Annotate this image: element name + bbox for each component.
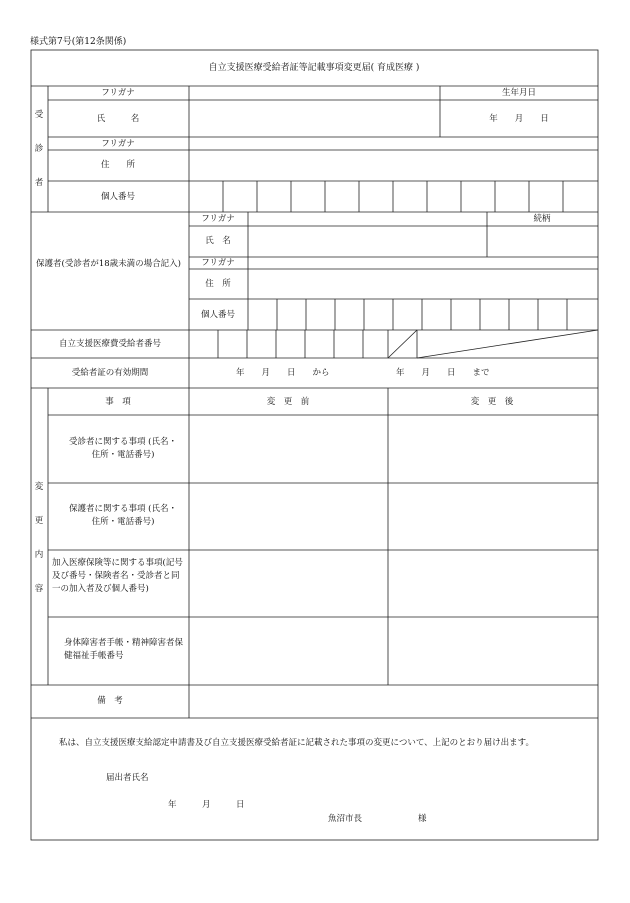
change-row-handbook: 身体障害者手帳・精神障害者保健福祉手帳番号 (64, 638, 184, 661)
validity-label: 受給者証の有効期間 (71, 368, 149, 378)
guardian-personal-number-label: 個人番号 (200, 310, 236, 320)
changes-header-before: 変 更 前 (266, 397, 310, 407)
change-row-guardian: 保護者に関する事項 (氏名・住所・電話番号) (68, 504, 178, 527)
guardian-personal-number-field[interactable] (249, 300, 597, 329)
form-title: 自立支援医療受給者証等記載事項変更届( 育成医療 ) (208, 63, 420, 73)
guardian-name-field[interactable] (249, 227, 486, 256)
patient-furigana2-label: フリガナ (101, 139, 135, 149)
applicant-name-label: 届出者氏名 (106, 773, 149, 783)
patient-name-label: 氏 名 (96, 114, 140, 124)
validity-from[interactable]: 年 月 日 から (236, 368, 330, 378)
changes-group-label-2: 更 (34, 516, 44, 526)
guardian-label: 保護者(受診者が18歳未満の場合記入) (36, 259, 181, 269)
recipient-number-label: 自立支援医療費受給者番号 (58, 339, 162, 349)
patient-name-field[interactable] (190, 101, 439, 136)
change-patient-after-field[interactable] (389, 416, 597, 482)
patient-group-label-1: 受 (34, 110, 44, 120)
guardian-address-label: 住 所 (205, 279, 231, 289)
change-row-insurance: 加入医療保険等に関する事項(記号及び番号・保険者名・受診者と同一の加入者及び個人番号) (52, 558, 183, 594)
changes-header-item: 事 項 (105, 397, 131, 407)
remarks-label: 備 考 (97, 696, 123, 706)
patient-address-field[interactable] (190, 151, 597, 180)
change-patient-before-field[interactable] (190, 416, 387, 482)
form-number: 様式第7号(第12条関係) (30, 37, 127, 47)
patient-group-label-2: 診 (34, 144, 44, 154)
change-insurance-before-field[interactable] (190, 551, 387, 616)
change-handbook-after-field[interactable] (389, 618, 597, 684)
patient-personal-number-label: 個人番号 (100, 192, 136, 202)
change-handbook-before-field[interactable] (190, 618, 387, 684)
addressee: 魚沼市長 (328, 814, 363, 824)
guardian-address-field[interactable] (249, 270, 597, 298)
applicant-name-field[interactable] (160, 768, 420, 786)
declaration-text: 私は、自立支援医療支給認定申請書及び自立支援医療受給者証に記載された事項の変更について、上記のとおり届け出ます。 (59, 738, 534, 748)
guardian-furigana2-label: フリガナ (201, 258, 235, 268)
patient-personal-number-field[interactable] (190, 182, 597, 211)
changes-group-label-3: 内 (34, 550, 44, 560)
change-guardian-after-field[interactable] (389, 484, 597, 549)
guardian-relation-label: 続柄 (533, 214, 551, 224)
changes-header-after: 変 更 後 (470, 397, 514, 407)
guardian-furigana-label: フリガナ (201, 214, 235, 224)
date-line[interactable]: 年 月 日 (168, 800, 245, 810)
birthdate-value[interactable]: 年 月 日 (489, 114, 549, 124)
remarks-field[interactable] (190, 686, 597, 717)
guardian-name-label: 氏 名 (205, 236, 231, 246)
honorific: 様 (418, 814, 427, 824)
change-guardian-before-field[interactable] (190, 484, 387, 549)
change-row-patient: 受診者に関する事項 (氏名・住所・電話番号) (68, 437, 178, 460)
recipient-number-field[interactable] (190, 331, 387, 357)
patient-address-label: 住 所 (100, 160, 136, 170)
patient-group-label-3: 者 (34, 178, 44, 188)
guardian-relation-field[interactable] (488, 227, 597, 256)
changes-group-label-1: 変 (34, 482, 44, 492)
validity-to[interactable]: 年 月 日 まで (396, 368, 490, 378)
patient-furigana-label: フリガナ (101, 88, 135, 98)
birthdate-label: 生年月日 (501, 88, 537, 98)
change-insurance-after-field[interactable] (389, 551, 597, 616)
changes-group-label-4: 容 (34, 584, 44, 594)
